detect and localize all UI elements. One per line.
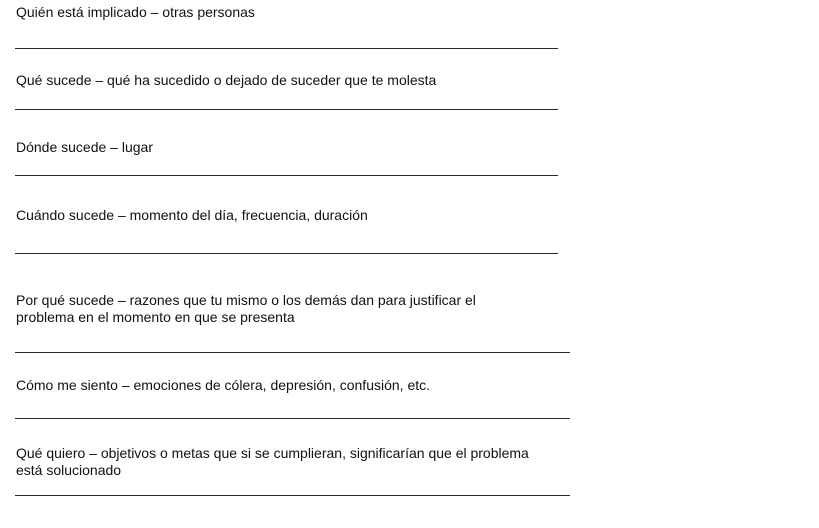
answer-line-who[interactable] [15,48,558,49]
question-how-i-feel: Cómo me siento – emociones de cólera, depresión, confusión, etc. [16,377,431,393]
answer-line-what[interactable] [15,109,558,110]
question-why: Por qué sucede – razones que tu mismo o los demás dan para justificar el problema en el momento en que se presenta [16,292,476,325]
answer-line-where[interactable] [15,175,558,176]
question-what: Qué sucede – qué ha sucedido o dejado de suceder que te molesta [16,72,437,88]
answer-line-when[interactable] [15,253,558,254]
question-where: Dónde sucede – lugar [16,139,153,155]
question-who: Quién está implicado – otras personas [16,4,255,20]
question-what-i-want: Qué quiero – objetivos o metas que si se cumplieran, significarían que el problema está solucionado [16,445,529,478]
answer-line-how-i-feel[interactable] [15,418,570,419]
question-when: Cuándo sucede – momento del día, frecuencia, duración [16,207,368,223]
answer-line-why[interactable] [15,352,570,353]
answer-line-what-i-want[interactable] [15,495,570,496]
